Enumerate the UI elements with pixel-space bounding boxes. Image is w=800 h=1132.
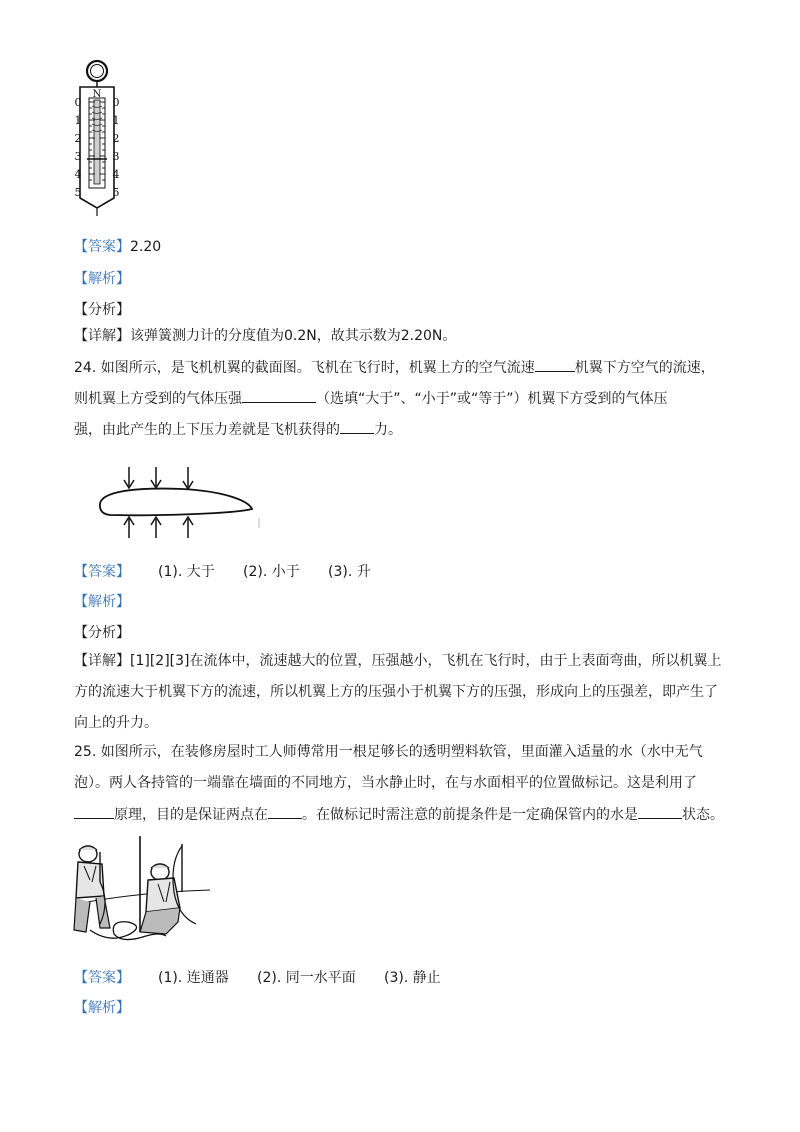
q24-analysis-tag: 【解析】 [74,594,130,610]
q25-text-3b: 。在做标记时需注意的前提条件是一定确保管内的水是 [302,807,638,823]
scale-left-2: 2 [74,132,82,145]
scale-left-5: 5 [74,186,82,199]
q23-analysis-tag: 【解析】 [74,271,130,287]
q23-detail-line [74,326,456,346]
scale-left-4: 4 [74,168,82,181]
q24-line-1 [74,357,715,378]
q23-detail-text: 该弹簧测力计的分度值为0.2N，故其示数为2.20N。 [130,328,457,344]
q25-answer-3: (3). 静止 [384,970,441,986]
q25-blank-1 [74,804,114,819]
scale-right-0: 0 [112,96,120,109]
detail-tag: 【详解】 [74,328,130,344]
q25-line-3 [74,804,724,825]
q24-answer-1: (1). 大于 [158,564,215,580]
q24-answer-3: (3). 升 [328,564,371,580]
answer-tag: 【答案】 [74,239,130,255]
q24-fenxi-tag: 【分析】 [74,625,130,641]
scale-unit-label: N [92,89,102,100]
scale-left-3: 3 [74,150,82,163]
q25-text-3c: 状态。 [682,807,724,823]
workers-tube-figure [70,832,214,944]
q25-answer-2: (2). 同一水平面 [257,970,356,986]
q25-blank-3 [638,804,682,819]
q24-text-2b: （选填“大于”、“小于”或“等于”）机翼下方受到的气体压 [316,391,668,407]
q24-blank-3 [340,419,374,434]
q24-line-2 [74,388,668,409]
q24-detail-text-1: [1][2][3]在流体中，流速越大的位置，压强越小，飞机在飞行时，由于上表面弯曲，所以机翼上 [130,653,722,669]
q24-answer-2: (2). 小于 [243,564,300,580]
q23-fenxi-tag: 【分析】 [74,302,130,318]
q25-text-3a: 原理，目的是保证两点在 [114,807,268,823]
detail-tag: 【详解】 [74,653,130,669]
q24-text-1b: 机翼下方空气的流速， [574,360,715,376]
q25-line-1: 25. 如图所示，在装修房屋时工人师傅常用一根足够长的透明塑料软管，里面灌入适量的水（水中无气 [74,744,703,760]
q25-blank-2 [268,804,302,819]
q24-detail-line-2: 方的流速大于机翼下方的流速，所以机翼上方的压强小于机翼下方的压强，形成向上的压强差，即产生了 [74,684,718,700]
q25-answer-tag: 【答案】 [74,970,130,986]
scale-left-0: 0 [74,96,82,109]
q24-detail-line-1 [74,651,722,671]
spring-scale-figure [70,58,130,218]
q25-analysis-tag: 【解析】 [74,1000,130,1016]
scale-right-5: 5 [112,186,120,199]
q24-line-3 [74,419,402,440]
q24-answer-tag: 【答案】 [74,564,130,580]
q23-answer-value: 2.20 [130,239,162,255]
scale-right-2: 2 [112,132,120,145]
scale-right-1: 1 [112,114,120,127]
q24-text-3a: 强，由此产生的上下压力差就是飞机获得的 [74,422,340,438]
scale-right-4: 4 [112,168,120,181]
q24-text-1a: 24. 如图所示，是飞机机翼的截面图。飞机在飞行时，机翼上方的空气流速 [74,360,535,376]
scale-left-1: 1 [74,114,82,127]
q24-text-2a: 则机翼上方受到的气体压强 [74,391,242,407]
q24-blank-2 [242,388,316,403]
scale-right-3: 3 [112,150,120,163]
q24-text-3b: 力。 [374,422,402,438]
wing-section-figure [92,462,264,544]
q25-answer-1: (1). 连通器 [158,970,229,986]
q24-blank-1 [535,357,575,372]
q25-line-2: 泡）。两人各持管的一端靠在墙面的不同地方，当水静止时，在与水面相平的位置做标记。这是利用了 [74,775,697,791]
q23-answer-line [74,237,161,257]
q24-detail-line-3: 向上的升力。 [74,715,158,731]
